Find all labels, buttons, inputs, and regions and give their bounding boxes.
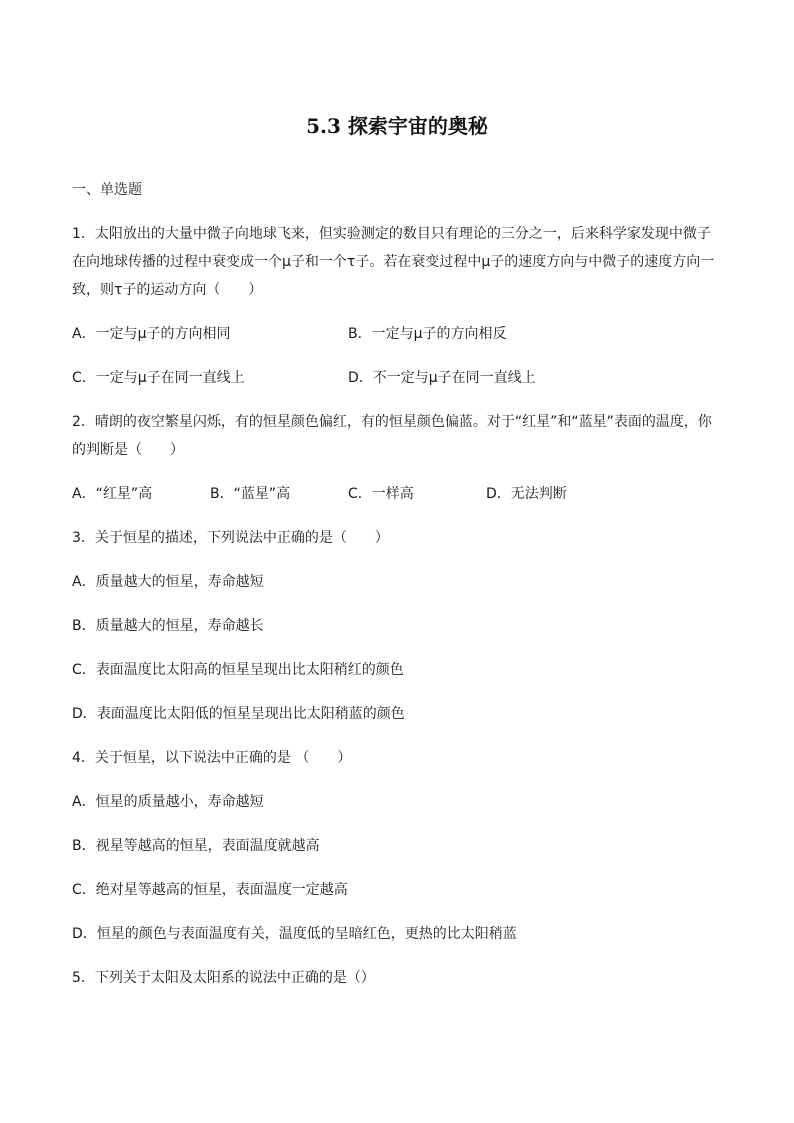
question-3 [72, 524, 722, 728]
option-b: B．“蓝星”高 [210, 486, 291, 502]
question-stem: 2．晴朗的夜空繁星闪烁，有的恒星颜色偏红，有的恒星颜色偏蓝。对于“红星”和“蓝星”表面的温度，你的判断是（ ） [72, 414, 712, 458]
options-group [72, 320, 722, 392]
question-5 [72, 964, 722, 992]
question-1 [72, 220, 722, 392]
question-stem: 1．太阳放出的大量中微子向地球飞来，但实验测定的数目只有理论的三分之一，后来科学家发现中微子在向地球传播的过程中衰变成一个μ子和一个τ子。若在衰变过程中μ子的速度方向与中微子的速度方向一致，则τ子的运动方向（ ） [72, 226, 715, 298]
document-body [72, 176, 722, 1008]
options-group [72, 568, 722, 728]
option-b: B．一定与μ子的方向相反 [348, 326, 507, 342]
option-a: A．质量越大的恒星，寿命越短 [72, 574, 264, 590]
section-heading: 一、单选题 [72, 182, 142, 198]
question-4 [72, 744, 722, 948]
option-d: D．表面温度比太阳低的恒星呈现出比太阳稍蓝的颜色 [72, 706, 405, 722]
question-stem: 4．关于恒星，以下说法中正确的是 （ ） [72, 750, 352, 766]
question-2 [72, 408, 722, 508]
page-title: 5.3 探索宇宙的奥秘 [306, 114, 488, 138]
option-a: A．一定与μ子的方向相同 [72, 326, 231, 342]
option-a: A．“红星”高 [72, 486, 153, 502]
options-group [72, 788, 722, 948]
options-group [72, 480, 722, 508]
question-stem: 5．下列关于太阳及太阳系的说法中正确的是（） [72, 970, 375, 986]
option-b: B．视星等越高的恒星，表面温度就越高 [72, 838, 320, 854]
option-c: C．一定与μ子在同一直线上 [72, 370, 245, 386]
option-d: D．无法判断 [486, 486, 567, 502]
option-b: B．质量越大的恒星，寿命越长 [72, 618, 264, 634]
option-c: C．表面温度比太阳高的恒星呈现出比太阳稍红的颜色 [72, 662, 404, 678]
option-d: D．恒星的颜色与表面温度有关，温度低的呈暗红色，更热的比太阳稍蓝 [72, 926, 517, 942]
option-c: C．一样高 [348, 486, 414, 502]
option-c: C．绝对星等越高的恒星，表面温度一定越高 [72, 882, 348, 898]
option-a: A．恒星的质量越小，寿命越短 [72, 794, 264, 810]
question-stem: 3．关于恒星的描述，下列说法中正确的是（ ） [72, 530, 389, 546]
option-d: D．不一定与μ子在同一直线上 [348, 370, 536, 386]
